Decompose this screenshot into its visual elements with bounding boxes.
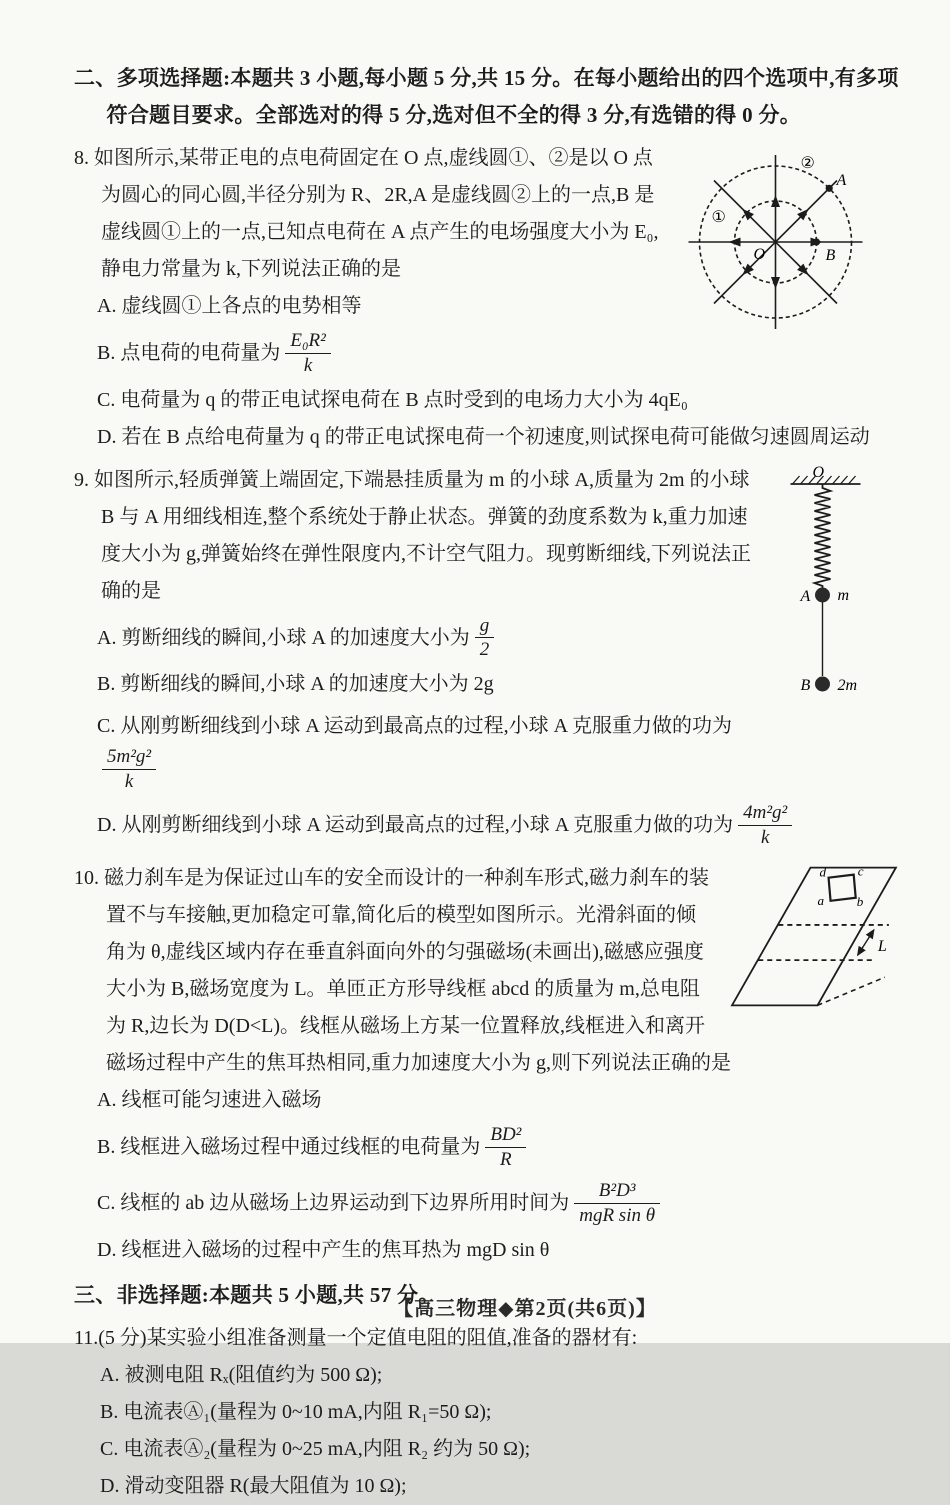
incline-magnet-diagram [726,862,912,1014]
corner-d-label: d [819,864,827,880]
question-10-option-c [97,1175,912,1232]
option-d-text: D. 从刚剪断细线到小球 A 运动到最高点的过程,小球 A 克服重力做的功为 [97,814,734,837]
question-11-stem: 11.(5 分)某实验小组准备测量一个定值电阻的阻值,准备的器材有: [74,1326,638,1349]
question-8-option-d: D. 若在 B 点给电荷量为 q 的带正电试探电荷一个初速度,则试探电荷可能做匀速圆周运动 [97,425,870,448]
mass-2m-label: 2m [837,676,858,694]
ball-a-label: A [800,587,811,605]
width-l-label: L [877,937,887,955]
spring-ball-diagram [772,464,912,706]
ball-b [815,676,830,691]
question-10-option-b [97,1119,912,1176]
question-10-option-d: D. 线框进入磁场的过程中产生的焦耳热为 mgD sin θ [97,1238,550,1261]
question-11-item-a: A. 被测电阻 Rₓ(阻值约为 500 Ω); [100,1363,383,1386]
question-11-item-c: C. 电流表Ⓐ₂(量程为 0~25 mA,内阻 R₂ 约为 50 Ω); [100,1437,531,1460]
corner-b-label: b [856,893,864,909]
point-b-label: B [825,247,836,264]
width-l-arrow [858,930,874,955]
point-b-dot [813,238,820,245]
question-11 [74,1320,912,1505]
question-9-option-a [97,610,760,667]
option-c-fraction: $\frac{\text{5m²g²}}{k}$ [102,745,156,794]
ground-dashed-line [817,977,884,1005]
point-a-dot [826,185,833,192]
question-8 [74,140,912,456]
option-a-fraction: $\frac{g}{2}$ [475,614,495,663]
option-b-fraction: $\frac{\text{E₀R²}}{k}$ [285,329,331,378]
question-9-stem: 9. 如图所示,轻质弹簧上端固定,下端悬挂质量为 m 的小球 A,质量为 2m 的小球 B 与 A 用细线相连,整个系统处于静止状态。弹簧的劲度系数为 k,重力加速度大小为 g,弹簧始终在弹性限度内,不计空气阻力。现剪断细线,下列说法正确的是 [74,468,751,602]
question-9 [74,462,912,854]
figure-q8-field-circles [674,142,912,359]
question-11-item-d: D. 滑动变阻器 R(最大阻值为 10 Ω); [100,1474,407,1497]
corner-c-label: c [857,863,864,879]
question-9-option-b: B. 剪断细线的瞬间,小球 A 的加速度大小为 2g [97,673,494,695]
option-d-fraction: $\frac{\text{4m²g²}}{k}$ [738,801,792,850]
option-b-text: B. 线框进入磁场过程中通过线框的电荷量为 [97,1135,481,1158]
question-9-option-c [97,703,760,797]
question-8-stem: 8. 如图所示,某带正电的点电荷固定在 O 点,虚线圆①、②是以 O 点为圆心的同心圆,半径分别为 R、2R,A 是虚线圆②上的一点,B 是虚线圆①上的一点,已知点电荷在 A 点产生的电场强度大小为 E₀,静电力常量为 k,下列说法正确的是 [74,147,659,280]
origin-label: O [753,246,766,263]
option-b-fraction: $\frac{\text{BD²}}{R}$ [485,1123,526,1172]
question-11-item-b: B. 电流表Ⓐ₁(量程为 0~10 mA,内阻 R₁=50 Ω); [100,1400,492,1423]
page-footer: 【高三物理◆第2页(共6页)】 [393,1298,657,1320]
option-c-text: C. 线框的 ab 边从磁场上边界运动到下边界所用时间为 [97,1192,570,1215]
ball-b-label: B [800,676,811,694]
ceiling-o-label: O [812,463,825,481]
circle1-label: ① [711,209,726,226]
spring-coil [815,484,831,588]
mass-m-label: m [837,586,850,604]
question-9-option-d [97,797,912,854]
question-10-stem: 10. 磁力刹车是为保证过山车的安全而设计的一种刹车形式,磁力刹车的装置不与车接触,更加稳定可靠,简化后的模型如图所示。光滑斜面的倾角为 θ,虚线区域内存在垂直斜面向外的匀强磁场(未画出),磁感应强度大小为 B,磁场宽度为 L。单匝正方形导线框 abcd 的质量为 m,总电阻为 R,边长为 D(D<L)。线框从磁场上方某一位置释放,线框进入和离开磁场过程中产生的焦耳热相同,重力加速度大小为 g,则下列说法正确的是 [74,866,731,1074]
question-10 [74,860,912,1269]
figure-q10-incline [726,862,912,1027]
wire-loop-abcd [829,875,856,901]
option-b-text: B. 点电荷的电荷量为 [97,341,281,364]
inclined-plane [732,868,896,1006]
question-10-option-a: A. 线框可能匀速进入磁场 [97,1088,322,1111]
circle2-label: ② [800,155,815,172]
question-8-option-c: C. 电荷量为 q 的带正电试探电荷在 B 点时受到的电场力大小为 4qE₀ [97,388,688,411]
question-8-option-b [97,325,662,382]
option-c-text: C. 从刚剪断细线到小球 A 运动到最高点的过程,小球 A 克服重力做的功为 [97,714,733,737]
figure-q9-spring [772,464,912,719]
option-a-text: A. 剪断细线的瞬间,小球 A 的加速度大小为 [97,626,470,649]
field-lines-diagram [674,142,912,346]
question-8-option-a: A. 虚线圆①上各点的电势相等 [97,295,362,317]
point-a-label: A [836,172,847,189]
ball-a [815,587,830,602]
section2-title: 二、多项选择题:本题共 3 小题,每小题 5 分,共 15 分。在每小题给出的四个选项中,有多项符合题目要求。全部选对的得 5 分,选对但不全的得 3 分,有选错的得 0 分。 [74,66,899,127]
corner-a-label: a [817,892,825,908]
section3-title: 三、非选择题:本题共 5 小题,共 57 分。 [74,1282,440,1307]
option-c-fraction: $\frac{\text{B²D³}}{\text{mgR sin θ}}$ [574,1179,660,1228]
